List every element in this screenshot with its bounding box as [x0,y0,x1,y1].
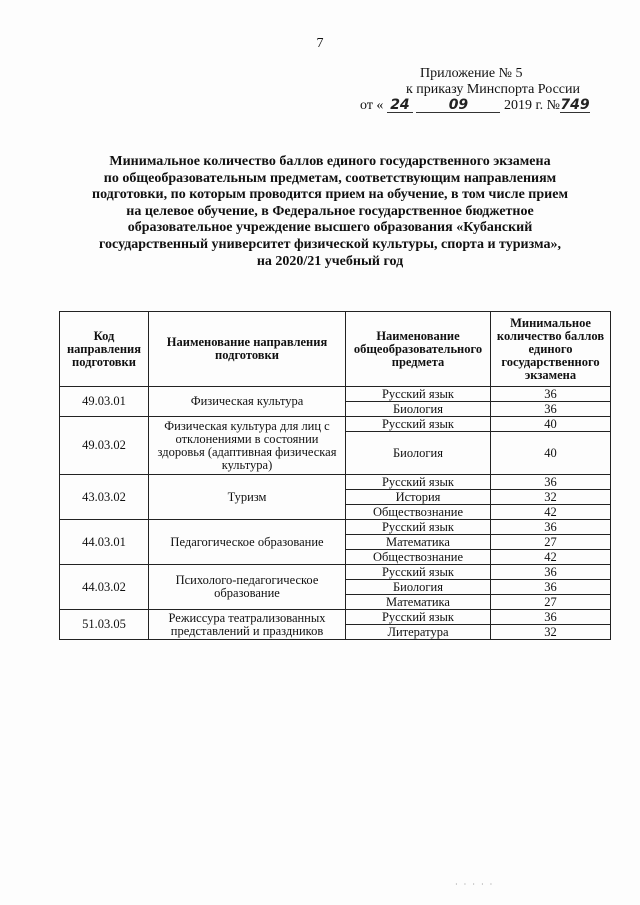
subject-cell: Русский язык [346,520,491,535]
subject-cell: Литература [346,625,491,640]
direction-cell: Физическая культура [149,387,346,417]
subject-cell: Обществознание [346,550,491,565]
year-text: 2019 г. № [503,98,560,113]
table-row [60,387,611,402]
score-cell: 36 [491,610,611,625]
direction-cell: Физическая культура для лиц с отклонениями в состоянии здоровья (адаптивная физическая культура) [149,417,346,475]
score-cell: 36 [491,387,611,402]
score-cell: 36 [491,402,611,417]
appendix-date-line [360,98,590,114]
direction-cell: Психолого-педагогическое образование [149,565,346,610]
scan-artifact: · · · · · [455,880,495,889]
title-line: на целевое обучение, в Федеральное государственное бюджетное [126,203,534,219]
appendix-title: Приложение № 5 [420,66,523,81]
title-line: на 2020/21 учебный год [256,253,404,269]
scores-table [59,311,611,640]
handwritten-month: 09 [416,98,500,113]
header-subject: Наименование общеобразовательного предмета [346,312,491,387]
page-number: 7 [316,36,324,51]
handwritten-day: 24 [387,98,413,113]
code-cell: 51.03.05 [60,610,149,640]
header-code: Код направления подготовки [60,312,149,387]
title-line: по общеобразовательным предметам, соответствующим направлениям [103,170,557,186]
handwritten-order-number: 749 [560,97,590,113]
title-line: государственный университет физической культуры, спорта и туризма», [99,236,561,252]
table-row [60,417,611,432]
table-row [60,520,611,535]
score-cell: 36 [491,565,611,580]
code-cell: 49.03.01 [60,387,149,417]
score-cell: 36 [491,580,611,595]
subject-cell: Русский язык [346,475,491,490]
subject-cell: Биология [346,402,491,417]
title-line: образовательное учреждение высшего образования «Кубанский [127,220,533,236]
score-cell: 27 [491,595,611,610]
code-cell: 49.03.02 [60,417,149,475]
score-cell: 40 [491,432,611,475]
subject-cell: Биология [346,432,491,475]
subject-cell: Русский язык [346,610,491,625]
header-min-score: Минимальное количество баллов единого государственного экзамена [491,312,611,387]
direction-cell: Туризм [149,475,346,520]
subject-cell: Русский язык [346,565,491,580]
title-line: подготовки, по которым проводится прием на обучение, в том числе прием [92,187,568,203]
header-direction: Наименование направления подготовки [149,312,346,387]
table-row [60,610,611,625]
date-prefix: от « [360,98,384,113]
subject-cell: Русский язык [346,387,491,402]
score-cell: 40 [491,417,611,432]
table-row [60,565,611,580]
code-cell: 44.03.01 [60,520,149,565]
direction-cell: Режиссура театрализованных представлений и праздников [149,610,346,640]
subject-cell: История [346,490,491,505]
code-cell: 43.03.02 [60,475,149,520]
code-cell: 44.03.02 [60,565,149,610]
table-row [60,475,611,490]
score-cell: 36 [491,520,611,535]
title-line: Минимальное количество баллов единого государственного экзамена [109,154,551,169]
subject-cell: Математика [346,595,491,610]
subject-cell: Обществознание [346,505,491,520]
subject-cell: Математика [346,535,491,550]
table-header-row [60,312,611,387]
subject-cell: Биология [346,580,491,595]
direction-cell: Педагогическое образование [149,520,346,565]
score-cell: 42 [491,550,611,565]
score-cell: 36 [491,475,611,490]
appendix-order-ref: к приказу Минспорта России [406,82,580,97]
score-cell: 32 [491,490,611,505]
score-cell: 27 [491,535,611,550]
score-cell: 42 [491,505,611,520]
document-title [60,154,600,270]
appendix-block [360,66,590,114]
subject-cell: Русский язык [346,417,491,432]
score-cell: 32 [491,625,611,640]
